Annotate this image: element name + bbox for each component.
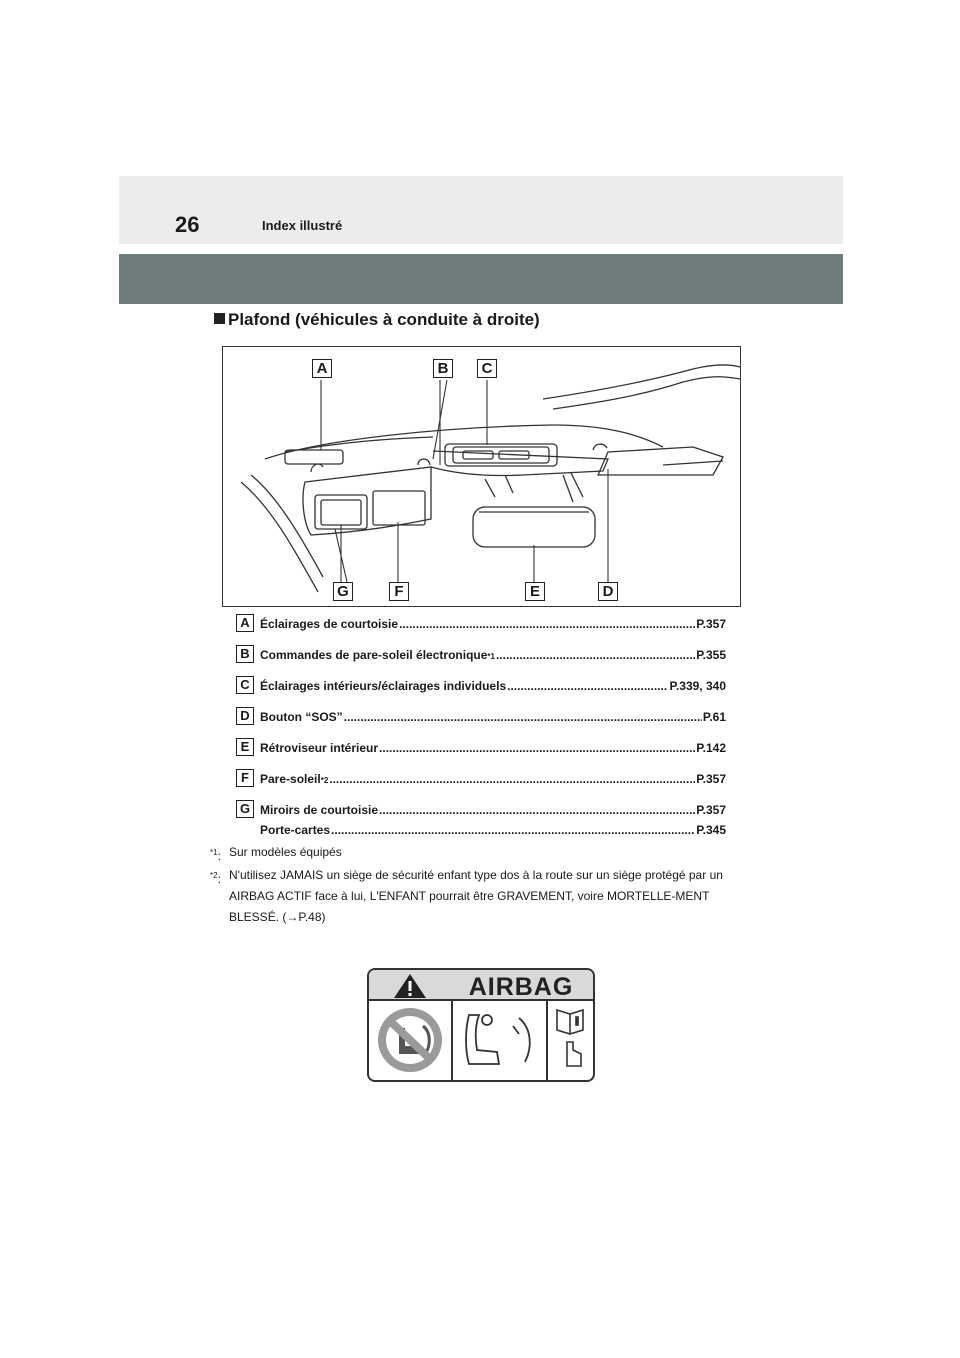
footnote-text: Sur modèles équipés [229,845,342,859]
footnote-text: N'utilisez JAMAIS un siège de sécurité enfant type dos à la route sur un siège protégé par un AIRBAG ACTIF face à lui, L'ENFANT pourrait être GRAVEMENT, voire MORTELLE-MENT BLESSÉ. (→P.48) [229,868,723,924]
square-bullet-icon [214,313,225,324]
leader-dots [344,710,702,724]
list-item [236,800,726,820]
ceiling-illustration [222,346,741,607]
page-header [119,176,843,244]
leader-dots [379,803,695,817]
callout-d: D [598,582,618,601]
item-label: Éclairages intérieurs/éclairages individuels [260,679,507,693]
item-label: Commandes de pare-soleil électronique [260,648,488,662]
footnote-mark: $^{*1}$: [210,848,221,863]
item-page-ref: P.142 [696,741,726,755]
callout-b: B [433,359,453,378]
item-page-ref: P.357 [696,803,726,817]
item-page-ref: P.357 [696,772,726,786]
no-child-seat-icon [378,1008,442,1072]
heading-text: Plafond (véhicules à conduite à droite) [228,310,540,329]
airbag-warning-label [367,968,595,1082]
list-item: B Commandes de pare-soleil électronique *1 ..... P.355 [236,645,726,665]
item-letter: C [236,676,254,694]
ceiling-drawing [223,347,740,606]
item-label: Bouton “SOS” [260,710,343,724]
manual-book-icon [557,1010,583,1066]
leader-dots [379,741,695,755]
item-letter: D [236,707,254,725]
item-page-ref: P.339, 340 [669,679,726,693]
section-heading [214,311,540,328]
leader-dots [496,648,695,662]
item-label: Pare-soleil [260,772,321,786]
leader-dots [399,617,695,631]
item-label: Porte-cartes [260,823,331,837]
item-letter: G [236,800,254,818]
callout-c: C [477,359,497,378]
callout-g: G [333,582,353,601]
footnote [210,865,750,928]
item-page-ref: P.345 [696,823,726,837]
section-title: Index illustré [262,218,343,233]
callout-e: E [525,582,545,601]
leader-dots [507,679,668,693]
list-item [236,820,726,840]
leader-dots [331,823,695,837]
footnote [210,842,750,863]
item-letter: B [236,645,254,663]
item-page-ref: P.355 [696,648,726,662]
list-item [236,707,726,727]
leader-dots [329,772,695,786]
callout-f: F [389,582,409,601]
list-item [236,738,726,758]
item-label: Rétroviseur intérieur [260,741,379,755]
page-number: 26 [175,212,200,237]
item-letter: A [236,614,254,632]
list-item [236,614,726,634]
list-item [236,676,726,696]
item-letter: E [236,738,254,756]
list-item: F Pare-soleil *2 ..... P.357 [236,769,726,789]
callout-a: A [312,359,332,378]
footnote-mark: $^{*2}$: [210,871,221,886]
seat-airbag-icon [466,1015,530,1064]
header-band [119,254,843,304]
item-letter: F [236,769,254,787]
airbag-title: AIRBAG [468,973,574,1001]
item-label: Éclairages de courtoisie [260,617,399,631]
item-label: Miroirs de courtoisie [260,803,379,817]
item-page-ref: P.357 [696,617,726,631]
item-page-ref: P.61 [702,710,726,724]
airbag-label-graphic [369,970,593,1080]
